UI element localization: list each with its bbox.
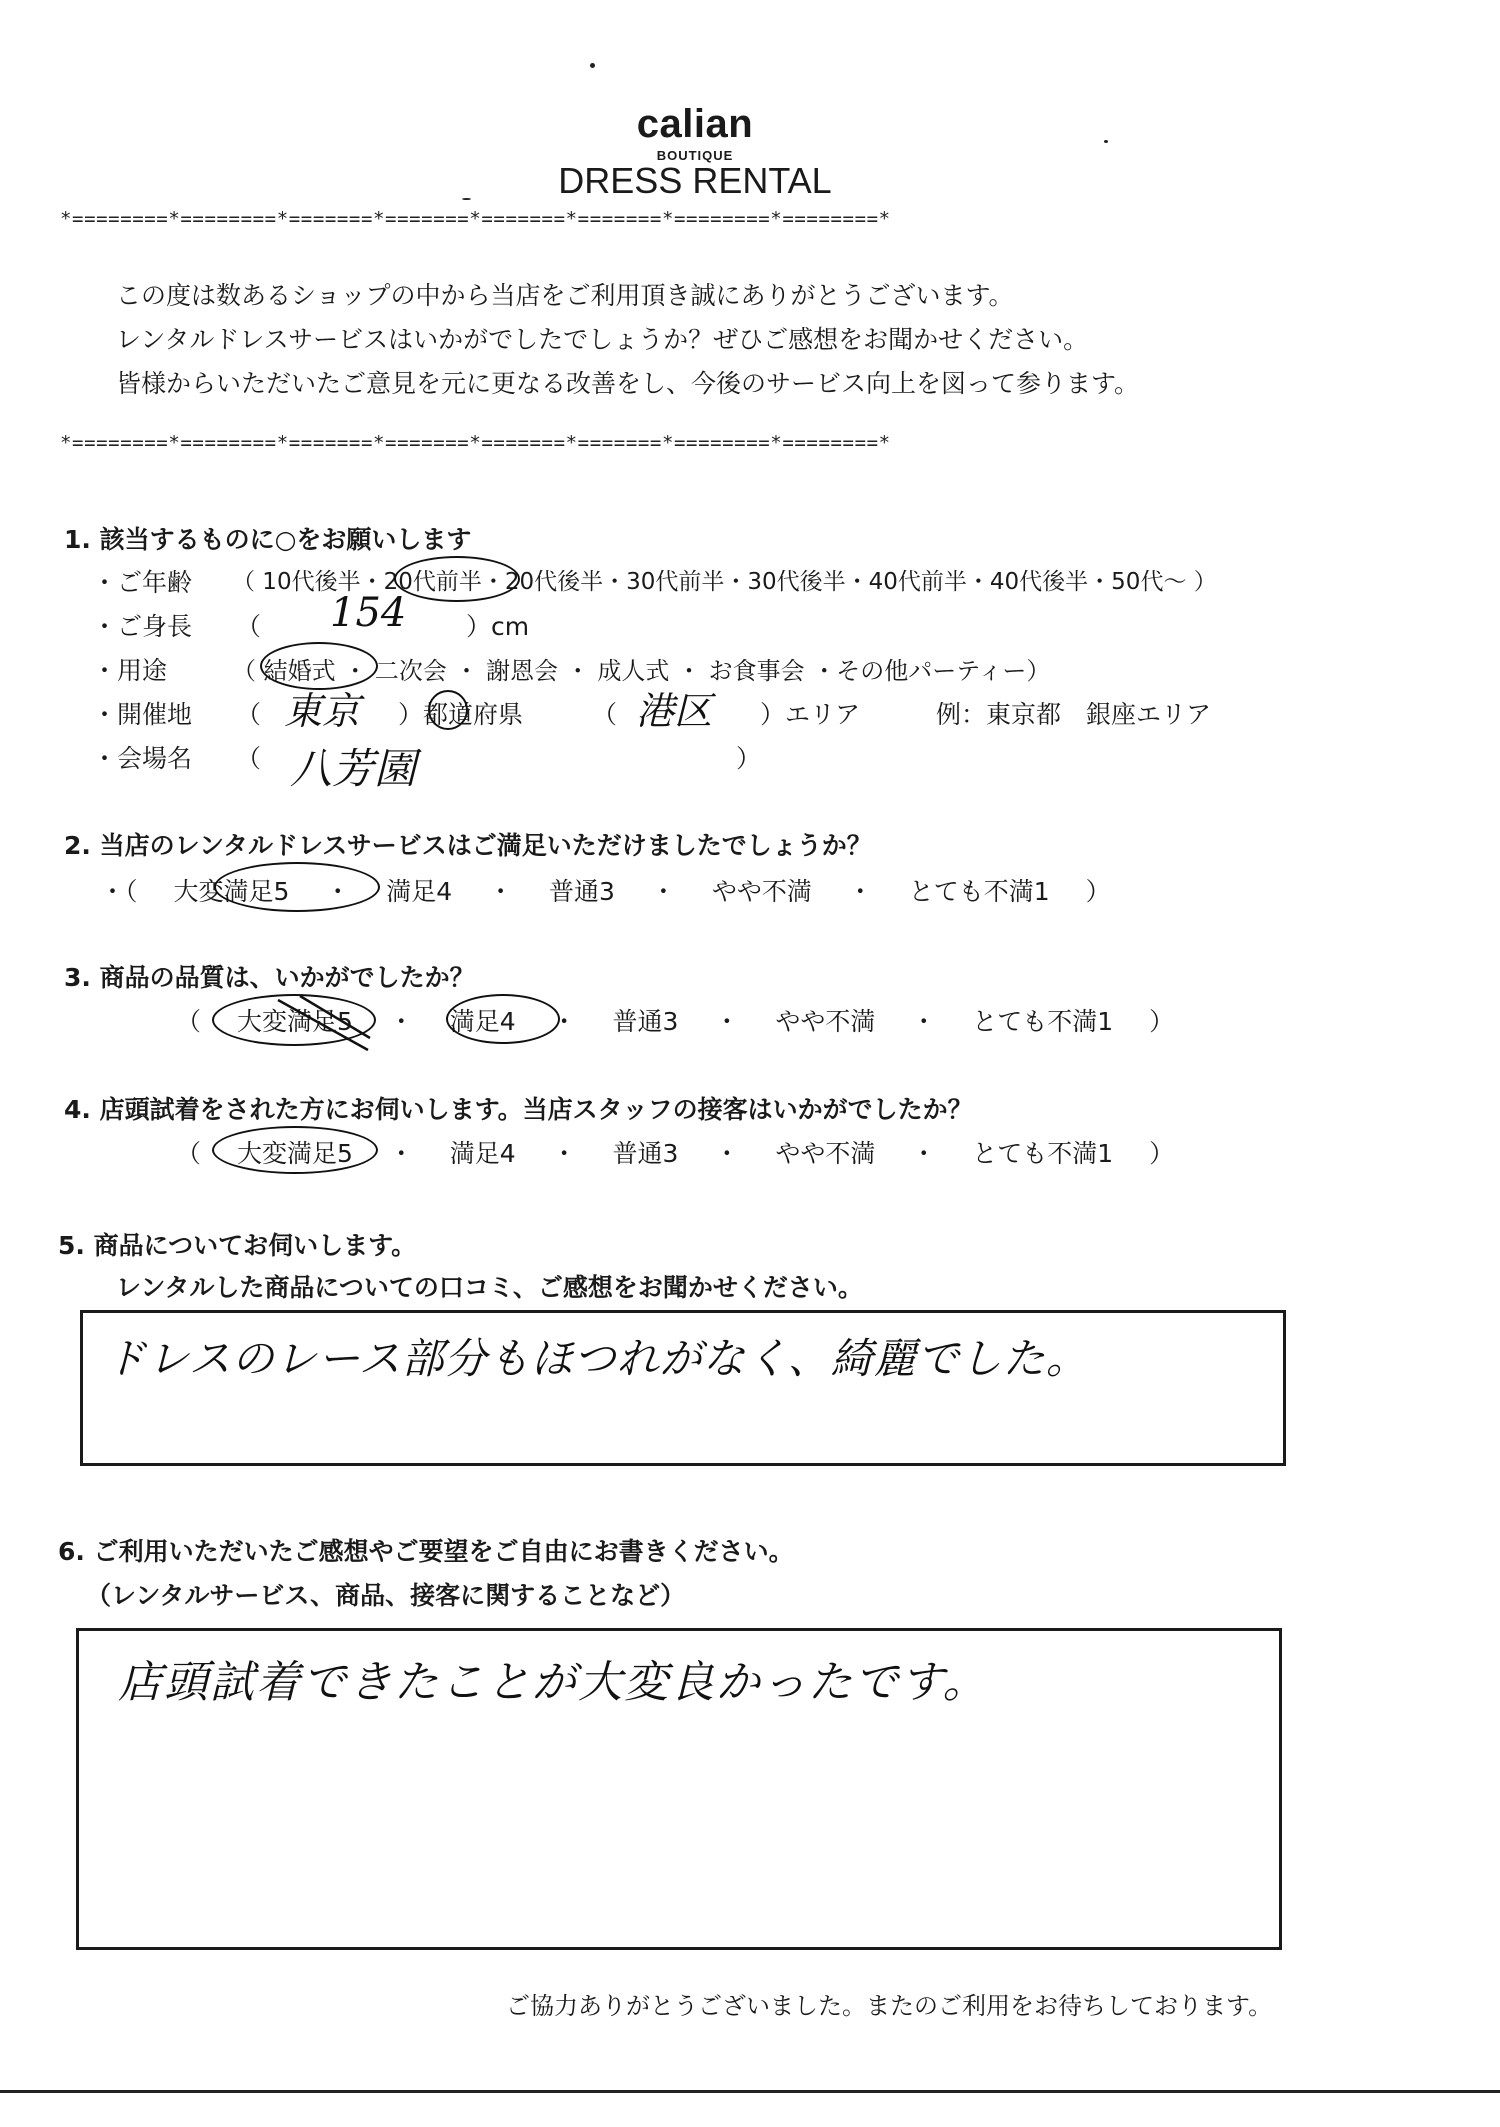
q3-selected-circle <box>446 994 560 1044</box>
service-title: DRESS RENTAL <box>558 160 832 201</box>
thank-you-footer: ご協力ありがとうございました。またのご利用をお待ちしております。 <box>506 1992 1273 2020</box>
prefecture-suffix: ）都道府県 <box>398 700 524 729</box>
purpose-label: ・用途 <box>92 656 168 685</box>
q6-answer: 店頭試着できたことが大変良かったです。 <box>118 1657 989 1708</box>
venue-label: ・会場名 <box>92 744 193 773</box>
area-value: 港区 <box>636 689 713 733</box>
age-label: ・ご年齢 <box>92 568 193 597</box>
venue-open: （ <box>236 744 262 773</box>
intro-line-2: レンタルドレスサービスはいかがでしたでしょうか？ぜひご感想をお聞かせください。 <box>116 325 1089 354</box>
cancel-strike-mark <box>270 990 380 1060</box>
brand-logo: calian <box>636 102 754 146</box>
q2-title: 2. 当店のレンタルドレスサービスはご満足いただけましたでしょうか？ <box>64 831 872 860</box>
prefecture-value: 東京 <box>284 689 361 733</box>
age-selected-circle <box>394 556 520 602</box>
scan-speck <box>590 63 595 68</box>
intro-line-1: この度は数あるショップの中から当店をご利用頂き誠にありがとうございます。 <box>116 281 1014 310</box>
height-value: 154 <box>330 590 407 636</box>
age-options: （ 10代後半・20代前半・20代後半・30代前半・30代後半・40代前半・40代後半・50代〜 ） <box>232 569 1217 595</box>
scan-edge-line <box>0 2090 1500 2093</box>
location-label: ・開催地 <box>92 700 193 729</box>
area-open: （ <box>592 700 618 729</box>
separator-top: *========*========*=======*=======*=======*=======*========*========* <box>60 208 891 230</box>
height-unit: ）cm <box>466 612 530 641</box>
q5-subtitle: レンタルした商品についての口コミ、ご感想をお聞かせください。 <box>116 1273 863 1302</box>
height-open: （ <box>236 612 262 641</box>
separator-bottom: *========*========*=======*=======*=======*=======*========*========* <box>60 432 891 454</box>
q4-selected-circle <box>212 1126 378 1174</box>
intro-line-3: 皆様からいただいたご意見を元に更なる改善をし、今後のサービス向上を図って参ります。 <box>116 369 1140 398</box>
q4-title: 4. 店頭試着をされた方にお伺いします。当店スタッフの接客はいかがでしたか？ <box>64 1095 973 1124</box>
area-suffix: ）エリア <box>760 700 861 729</box>
height-label: ・ご身長 <box>92 612 193 641</box>
venue-close: ） <box>736 744 762 773</box>
q5-answer: ドレスのレース部分もほつれがなく、綺麗でした。 <box>104 1334 1089 1383</box>
q2-selected-circle <box>214 862 380 912</box>
q2-options: ・（ 大変満足5 ・ 満足4 ・ 普通3 ・ やや不満 ・ とても不満1 ） <box>100 877 1111 906</box>
location-open: （ <box>236 700 262 729</box>
venue-value: 八芳園 <box>290 744 417 793</box>
prefecture-selected-circle <box>428 690 468 730</box>
q3-title: 3. 商品の品質は、いかがでしたか？ <box>64 963 475 992</box>
purpose-options: （ 結婚式 ・ 二次会 ・ 謝恩会 ・ 成人式 ・ お食事会 ・その他パーティー） <box>232 657 1051 685</box>
q1-title: 1. 該当するものに○をお願いします <box>64 525 472 554</box>
location-example: 例：東京都 銀座エリア <box>936 700 1212 729</box>
q5-title: 5. 商品についてお伺いします。 <box>58 1231 417 1260</box>
q3-options: （ 大変満足5 ・ 満足4 ・ 普通3 ・ やや不満 ・ とても不満1 ） <box>176 1007 1175 1036</box>
q6-subtitle: （レンタルサービス、商品、接客に関することなど） <box>86 1581 686 1610</box>
q4-options: （ 大変満足5 ・ 満足4 ・ 普通3 ・ やや不満 ・ とても不満1 ） <box>176 1139 1175 1168</box>
brand-boutique: BOUTIQUE <box>656 148 734 163</box>
q6-title: 6. ご利用いただいたご感想やご要望をご自由にお書きください。 <box>58 1537 794 1566</box>
